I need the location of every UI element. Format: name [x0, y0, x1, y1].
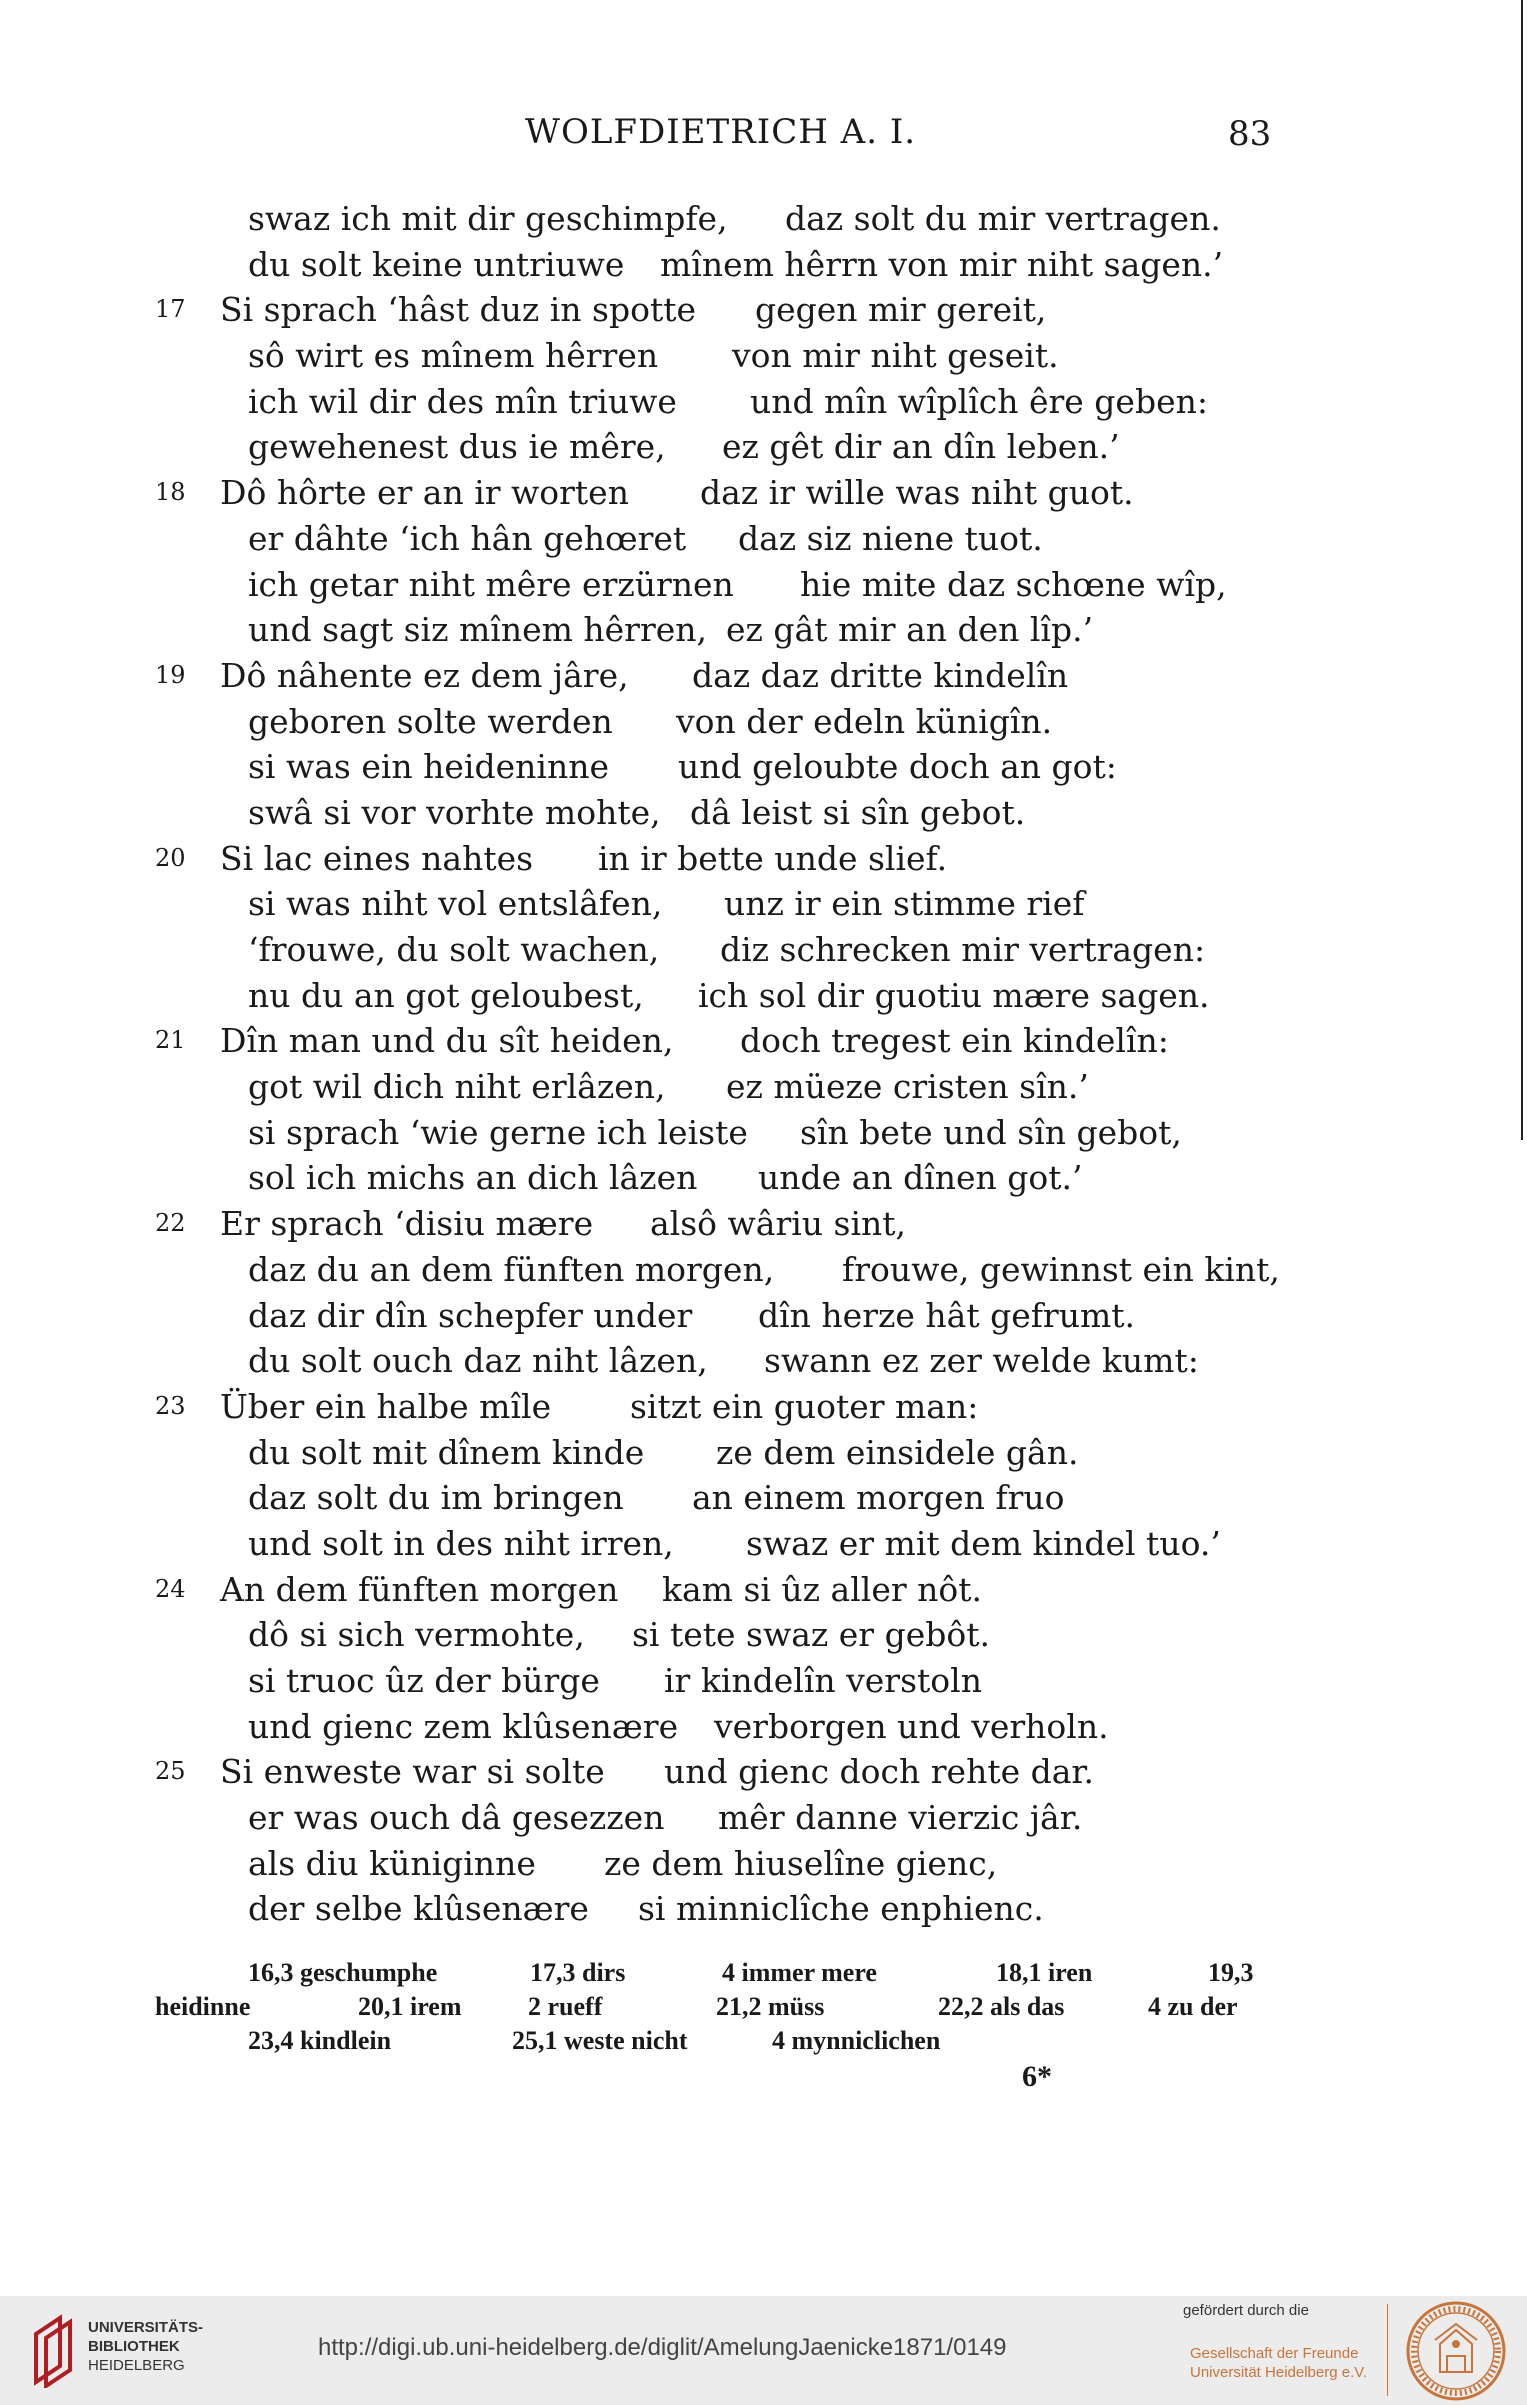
running-title: WOLFDIETRICH A. I. — [525, 112, 917, 152]
poem-line — [0, 1841, 1527, 1887]
poem-line — [0, 1658, 1527, 1704]
library-name-line: UNIVERSITÄTS- — [88, 2319, 204, 2336]
verse-second-half: ez gêt dir an dîn leben.’ — [722, 427, 1120, 467]
note-item: 4 mynniclichen — [772, 2026, 941, 2055]
poem-line — [0, 470, 1527, 516]
verse-first-half: swâ si vor vorhte mohte, — [248, 792, 661, 832]
verse-second-half: an einem morgen fruo — [692, 1478, 1065, 1518]
verse-second-half: sîn bete und sîn gebot, — [800, 1112, 1182, 1152]
poem-line — [0, 744, 1527, 790]
stanza-number: 17 — [155, 295, 186, 324]
poem-line — [0, 653, 1527, 699]
verse-second-half: alsô wâriu sint, — [650, 1204, 907, 1244]
verse-first-half: dô si sich vermohte, — [248, 1615, 585, 1655]
verse-second-half: ir kindelîn verstoln — [664, 1661, 982, 1700]
verse-second-half: daz daz dritte kindelîn — [692, 655, 1069, 695]
verse-second-half: doch tregest ein kindelîn: — [740, 1021, 1169, 1061]
verse-second-half: sitzt ein guoter man: — [630, 1386, 979, 1426]
stanza-number: 23 — [155, 1391, 186, 1420]
poem-line — [0, 1064, 1527, 1110]
verse-first-half: geboren solte werden — [248, 701, 613, 741]
verse-first-half: Si lac eines nahtes — [220, 838, 534, 878]
verse-second-half: von mir niht geseit. — [732, 336, 1059, 376]
note-row — [0, 1990, 1527, 2024]
library-name-line: BIBLIOTHEK — [88, 2338, 180, 2355]
verse-second-half: ze dem hiuselîne gienc, — [604, 1843, 998, 1883]
verse-first-half: sô wirt es mînem hêrren — [248, 336, 659, 376]
verse-second-half: ich sol dir guotiu mære sagen. — [698, 975, 1210, 1015]
poem-line — [0, 1201, 1527, 1247]
poem-line — [0, 1018, 1527, 1064]
note-item: 25,1 weste nicht — [512, 2026, 688, 2055]
note-item: 17,3 dirs — [530, 1958, 626, 1987]
poem-line — [0, 1795, 1527, 1841]
poem-line — [0, 1567, 1527, 1613]
note-item: 22,2 als das — [938, 1992, 1065, 2021]
poem-line — [0, 242, 1527, 288]
verse-second-half: ez müeze cristen sîn.’ — [726, 1067, 1089, 1107]
verse-second-half: von der edeln künigîn. — [676, 701, 1053, 741]
sponsor-name-line: Universität Heidelberg e.V. — [1190, 2364, 1368, 2381]
verse-second-half: frouwe, gewinnst ein kint, — [842, 1249, 1280, 1289]
poem-line — [0, 1704, 1527, 1750]
page-number: 83 — [1228, 114, 1272, 154]
note-item: 18,1 iren — [996, 1958, 1093, 1987]
verse-first-half: daz du an dem fünften morgen, — [248, 1249, 775, 1289]
verse-second-half: daz ir wille was niht guot. — [700, 473, 1134, 513]
poem-line — [0, 1886, 1527, 1932]
verse-first-half: und solt in des niht irren, — [248, 1523, 674, 1563]
verse-first-half: ‘frouwe, du solt wachen, — [248, 930, 660, 969]
poem-line — [0, 881, 1527, 927]
note-item: 20,1 irem — [358, 1992, 462, 2021]
note-item: 2 rueff — [528, 1992, 603, 2021]
poem-line — [0, 1338, 1527, 1384]
verse-first-half: ich getar niht mêre erzürnen — [248, 564, 734, 604]
verse-second-half: ez gât mir an den lîp.’ — [726, 610, 1094, 650]
verse-first-half: si was niht vol entslâfen, — [248, 884, 663, 924]
verse-second-half: mînem hêrrn von mir niht sagen.’ — [660, 244, 1224, 284]
footer-divider — [1387, 2304, 1388, 2396]
note-item: 4 immer mere — [722, 1958, 877, 1987]
stanza-number: 24 — [155, 1574, 186, 1603]
note-row — [0, 2024, 1527, 2058]
poem-line — [0, 1155, 1527, 1201]
verse-first-half: er was ouch dâ gesezzen — [248, 1798, 665, 1838]
verse-first-half: si was ein heideninne — [248, 747, 609, 787]
verse-second-half: und geloubte doch an got: — [678, 747, 1117, 787]
poem-line — [0, 1475, 1527, 1521]
poem-line — [0, 973, 1527, 1019]
verse-first-half: und gienc zem klûsenære — [248, 1706, 679, 1746]
poem-line — [0, 516, 1527, 562]
verse-first-half: nu du an got geloubest, — [248, 975, 644, 1015]
poem-line — [0, 1521, 1527, 1567]
poem-line — [0, 1247, 1527, 1293]
verse-first-half: si sprach ‘wie gerne ich leiste — [248, 1112, 748, 1152]
verse-second-half: in ir bette unde slief. — [598, 838, 948, 878]
stanza-number: 21 — [155, 1026, 186, 1055]
stanza-number: 25 — [155, 1757, 186, 1786]
verse-second-half: ze dem einsidele gân. — [716, 1432, 1079, 1472]
poem-line — [0, 1749, 1527, 1795]
sponsor-name — [1190, 2344, 1367, 2382]
poem-line — [0, 562, 1527, 608]
verse-second-half: diz schrecken mir vertragen: — [720, 930, 1206, 969]
poem-line — [0, 424, 1527, 470]
verse-second-half: daz siz niene tuot. — [738, 518, 1043, 558]
poem-line — [0, 379, 1527, 425]
verse-first-half: gewehenest dus ie mêre, — [248, 427, 666, 467]
poem-line — [0, 790, 1527, 836]
poem-line — [0, 287, 1527, 333]
library-name-line: HEIDELBERG — [88, 2357, 185, 2374]
sponsor-intro: gefördert durch die — [1183, 2302, 1309, 2319]
poem-line — [0, 699, 1527, 745]
poem-text — [0, 196, 1527, 1932]
verse-first-half: du solt ouch daz niht lâzen, — [248, 1341, 708, 1381]
verse-second-half: unz ir ein stimme rief — [724, 884, 1085, 924]
verse-second-half: verborgen und verholn. — [714, 1706, 1109, 1746]
stanza-number: 22 — [155, 1209, 186, 1238]
verse-first-half: si truoc ûz der bürge — [248, 1661, 600, 1700]
verse-first-half: als diu küniginne — [248, 1843, 536, 1883]
verse-second-half: dîn herze hât gefrumt. — [758, 1295, 1136, 1335]
university-seal-icon — [1405, 2300, 1507, 2402]
stanza-number: 18 — [155, 478, 186, 507]
verse-second-half: und mîn wîplîch êre geben: — [750, 381, 1208, 421]
verse-first-half: Dîn man und du sît heiden, — [220, 1021, 674, 1061]
poem-line — [0, 196, 1527, 242]
note-item: 23,4 kindlein — [248, 2026, 392, 2055]
verse-first-half: Si sprach ‘hâst duz in spotte — [220, 290, 697, 330]
verse-first-half: Si enweste war si solte — [220, 1752, 605, 1792]
verse-second-half: kam si ûz aller nôt. — [662, 1569, 983, 1609]
verse-second-half: si minniclîche enphienc. — [638, 1889, 1044, 1929]
verse-first-half: sol ich michs an dich lâzen — [248, 1158, 698, 1198]
note-item: 19,3 — [1208, 1958, 1254, 1987]
textual-notes — [0, 1956, 1527, 2058]
verse-first-half: Dô hôrte er an ir worten — [220, 473, 629, 513]
verse-first-half: der selbe klûsenære — [248, 1889, 589, 1929]
poem-line — [0, 1430, 1527, 1476]
verse-second-half: und gienc doch rehte dar. — [664, 1752, 1095, 1792]
poem-line — [0, 1293, 1527, 1339]
sponsor-name-line: Gesellschaft der Freunde — [1190, 2345, 1359, 2362]
verse-first-half: Über ein halbe mîle — [220, 1386, 552, 1426]
verse-second-half: mêr danne vierzic jâr. — [718, 1798, 1083, 1838]
verse-first-half: du solt mit dînem kinde — [248, 1432, 645, 1472]
verse-second-half: swaz er mit dem kindel tuo.’ — [746, 1523, 1221, 1563]
note-item: 4 zu der — [1148, 1992, 1238, 2021]
stanza-number: 19 — [155, 660, 186, 689]
verse-second-half: swann ez zer welde kumt: — [764, 1341, 1199, 1381]
verse-first-half: An dem fünften morgen — [220, 1569, 619, 1609]
note-item: heidinne — [155, 1992, 251, 2021]
poem-line — [0, 927, 1527, 973]
signature-mark: 6* — [1022, 2060, 1052, 2093]
poem-line — [0, 333, 1527, 379]
library-name — [88, 2318, 203, 2375]
verse-first-half: er dâhte ‘ich hân gehœret — [248, 518, 687, 558]
verse-second-half: daz solt du mir vertragen. — [785, 199, 1221, 238]
library-logo-icon — [30, 2312, 88, 2388]
note-item: 21,2 müss — [716, 1992, 825, 2021]
footer-bar — [0, 2296, 1527, 2405]
verse-first-half: und sagt siz mînem hêrren, — [248, 610, 707, 650]
verse-first-half: swaz ich mit dir geschimpfe, — [248, 199, 728, 238]
verse-second-half: si tete swaz er gebôt. — [632, 1615, 990, 1655]
verse-second-half: hie mite daz schœne wîp, — [800, 564, 1227, 604]
poem-line — [0, 836, 1527, 882]
verse-second-half: unde an dînen got.’ — [758, 1158, 1083, 1198]
verse-first-half: Er sprach ‘disiu mære — [220, 1204, 594, 1244]
permalink-url[interactable]: http://digi.ub.uni-heidelberg.de/diglit/AmelungJaenicke1871/0149 — [318, 2334, 1007, 2361]
verse-first-half: du solt keine untriuwe — [248, 244, 625, 284]
verse-second-half: gegen mir gereit, — [755, 290, 1047, 330]
note-item: 16,3 geschumphe — [248, 1958, 438, 1987]
stanza-number: 20 — [155, 843, 186, 872]
verse-first-half: got wil dich niht erlâzen, — [248, 1067, 666, 1107]
verse-first-half: Dô nâhente ez dem jâre, — [220, 655, 629, 695]
poem-line — [0, 1110, 1527, 1156]
poem-line — [0, 1612, 1527, 1658]
verse-first-half: daz dir dîn schepfer under — [248, 1295, 693, 1335]
verse-first-half: ich wil dir des mîn triuwe — [248, 381, 677, 421]
verse-second-half: dâ leist si sîn gebot. — [690, 792, 1026, 832]
page-header — [0, 112, 1527, 162]
poem-line — [0, 1384, 1527, 1430]
verse-first-half: daz solt du im bringen — [248, 1478, 624, 1518]
poem-line — [0, 607, 1527, 653]
note-row — [0, 1956, 1527, 1990]
